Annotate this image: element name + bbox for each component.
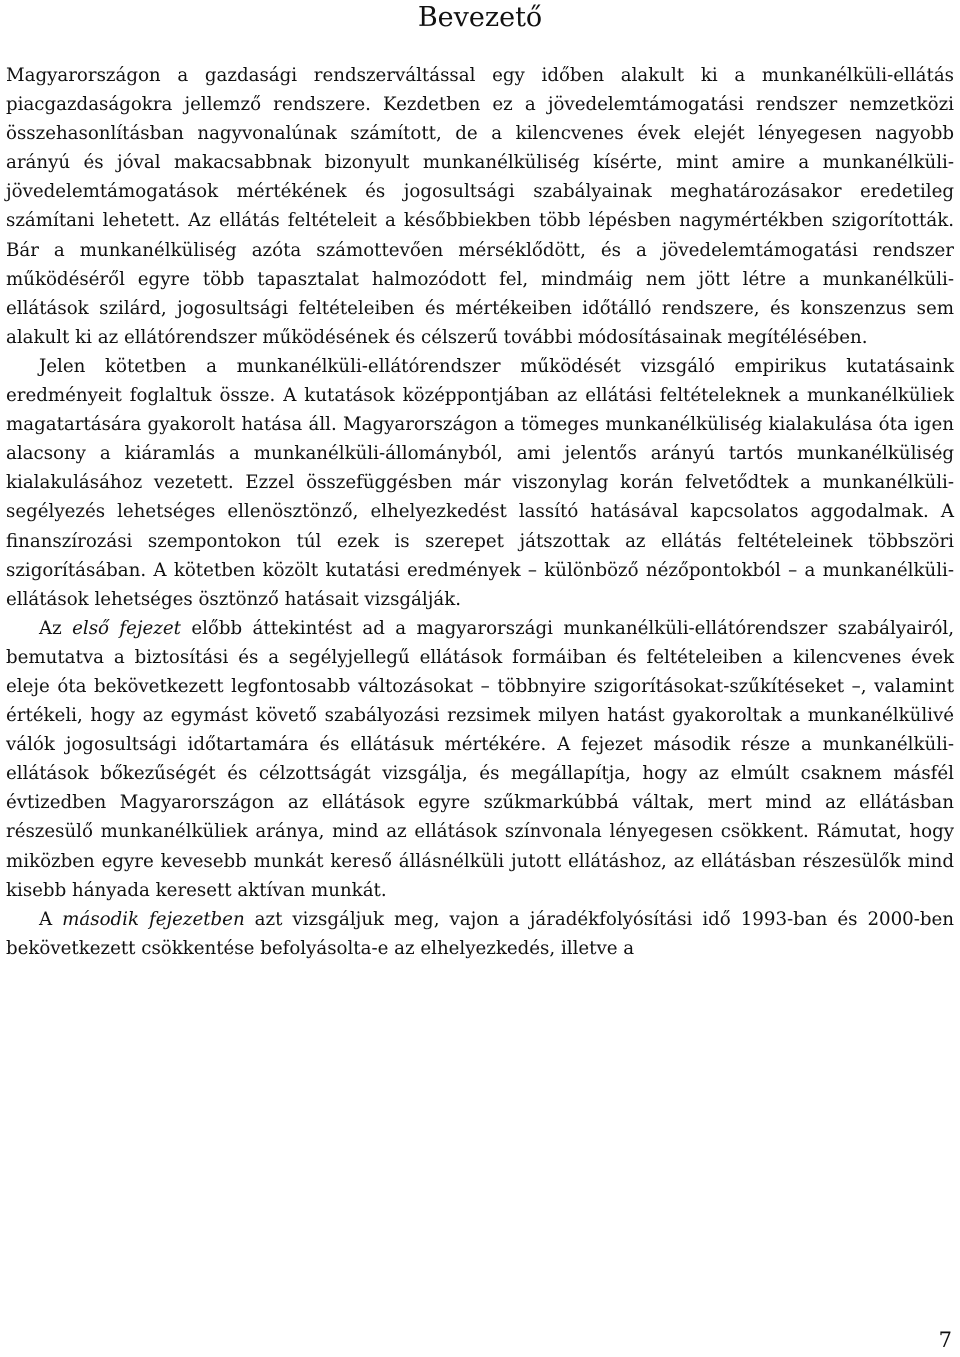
text-run: azt vizsgáljuk meg, vajon a járadékfolyósítási idő 1993-ban és 2000-ben bekövetkezett csökkentése befolyásolta-e az elhelyezkedés, illetve a xyxy=(6,908,954,959)
emphasized-chapter-ref: első fejezet xyxy=(72,617,181,639)
paragraph-second-chapter xyxy=(6,905,954,963)
text-run: Az xyxy=(39,617,73,639)
page-number: 7 xyxy=(938,1328,952,1352)
paragraph-first-chapter xyxy=(6,614,954,905)
page-title: Bevezető xyxy=(417,2,543,33)
emphasized-chapter-ref: második fejezetben xyxy=(62,908,245,930)
text-run: A xyxy=(39,908,63,930)
paragraph-intro: Magyarországon a gazdasági rendszerváltással egy időben alakult ki a munkanélküli-ellátás piacgazdaságokra jellemző rendszere. Kezdetben ez a jövedelemtámogatási rendszer nemzetközi összehasonlításban nagyvonalúnak számított, de a kilencvenes évek elejét lényegesen nagyobb arányú és jóval makacsabbnak bizonyult munkanélküliség kísérte, mint amire a munkanélküli-jövedelemtámogatások mértékének és jogosultsági szabályainak meghatározásakor eredetileg számítani lehetett. Az ellátás feltételeit a későbbiekben több lépésben nagymértékben szigorították. Bár a munkanélküliség azóta számottevően mérséklődött, és a jövedelemtámogatási rendszer működéséről egyre több tapasztalat halmozódott fel, mindmáig nem jött létre a munkanélküli-ellátások szilárd, jogosultsági feltételeiben és mértékeiben időtálló rendszere, és konszenzus sem alakult ki az ellátórendszer működésének és célszerű további módosításainak megítélésében. xyxy=(6,65,954,348)
paragraph-research: Jelen kötetben a munkanélküli-ellátórendszer működését vizsgáló empirikus kutatásaink eredményeit foglaltuk össze. A kutatások középpontjában az ellátási feltételeknek a munkanélküliek magatartására gyakorolt hatása áll. Magyarországon a tömeges munkanélküliség kialakulása óta igen alacsony a kiáramlás a munkanélküli-állományból, ami jelentős arányú tartós munkanélküliség kialakulásához vezetett. Ezzel összefüggésben már viszonylag korán felvetődtek a munkanélküli-segélyezés lehetséges ellenösztönző, elhelyezkedést lassító hatásával kapcsolatos aggodalmak. A finanszírozási szempontokon túl ezek is szerepet játszottak az ellátás feltételeinek többszöri szigorításában. A kötetben közölt kutatási eredmények – különböző nézőpontokból – a munkanélküli-ellátások lehetséges ösztönző hatásait vizsgálják. xyxy=(6,355,954,610)
text-run: előbb áttekintést ad a magyarországi munkanélküli-ellátórendszer szabályairól, bemutatva a biztosítási és a segélyjellegű ellátások formáiban és feltételeiben a kilencvenes évek eleje óta bekövetkezett legfontosabb változásokat – többnyire szigorításokat-szűkítéseket –, valamint értékeli, hogy az egymást követő szabályozási rezsimek milyen hatást gyakoroltak a munkanélkülivé válók jogosultsági időtartamára és ellátásuk mértékére. A fejezet második része a munkanélküli-ellátások bőkezűségét és célzottságát vizsgálja, és megállapítja, hogy az elmúlt csaknem másfél évtizedben Magyarországon az ellátások egyre szűkmarkúbbá váltak, mert mind az ellátásban részesülő munkanélküliek aránya, mind az ellátások színvonala lényegesen csökkent. Rámutat, hogy miközben egyre kevesebb munkát kereső állásnélküli jutott ellátáshoz, az ellátásban részesülők mind kisebb hányada keresett aktívan munkát. xyxy=(6,617,955,901)
body-text xyxy=(6,61,954,963)
